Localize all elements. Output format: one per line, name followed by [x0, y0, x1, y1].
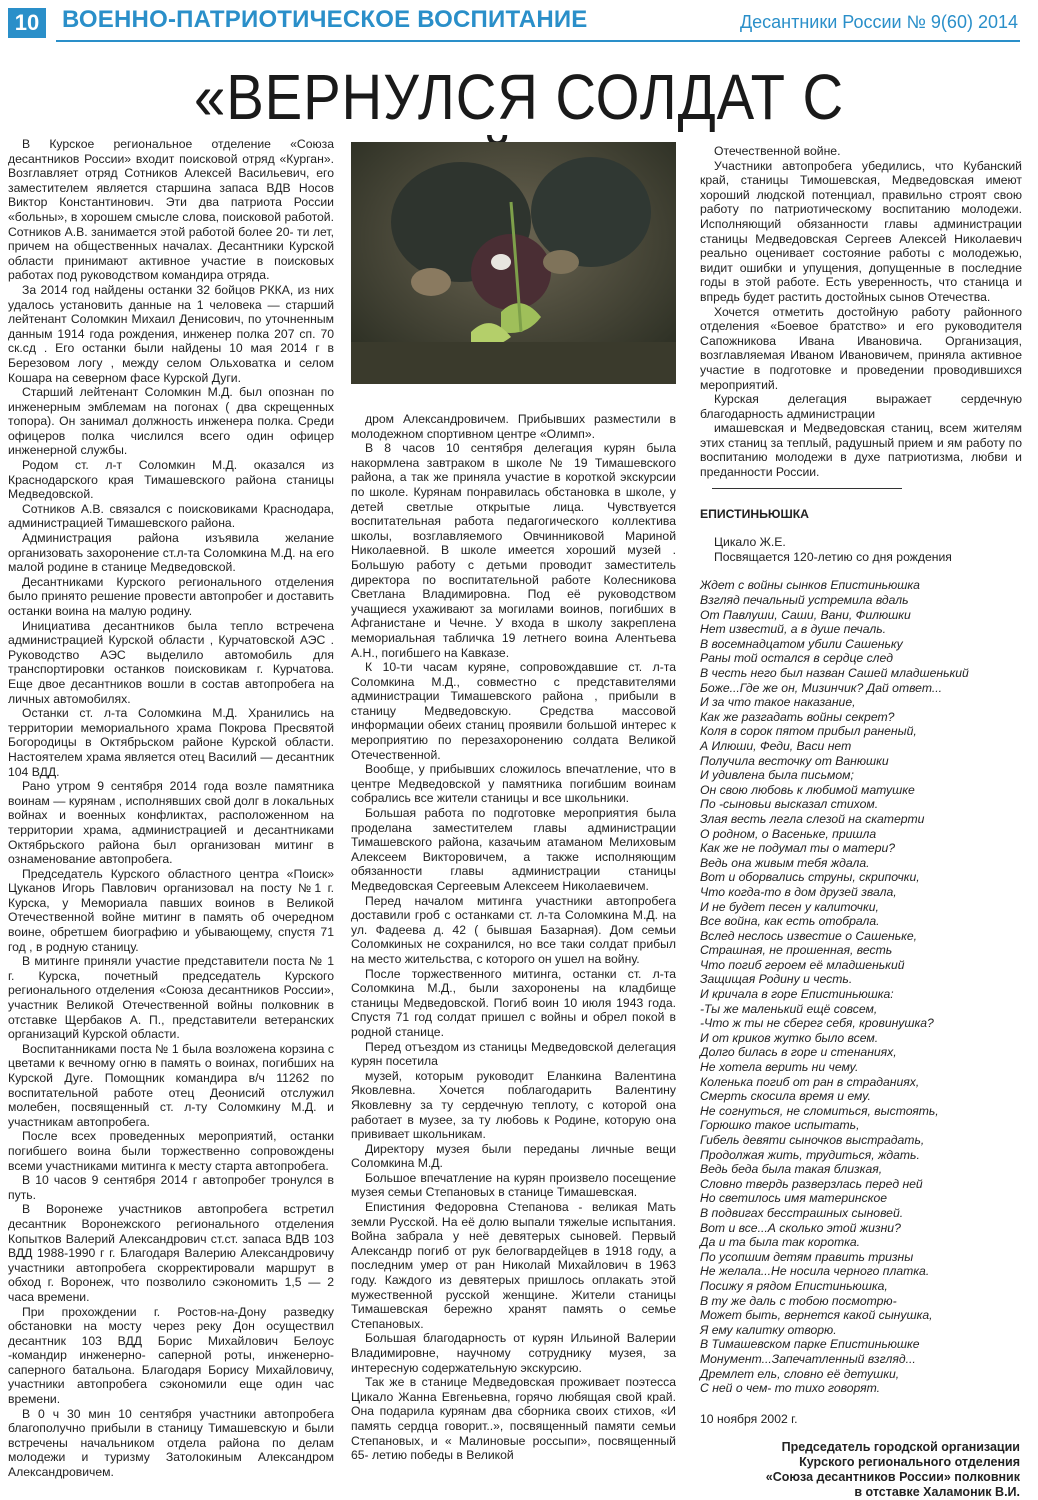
author-signature [700, 1440, 1020, 1500]
signature-line: в отставке Халамоник В.И. [854, 1485, 1020, 1499]
poem-line: Вот и все...А сколько этой жизни? [700, 1220, 901, 1235]
poem-line: Ведь беда была такая близкая, [700, 1162, 883, 1177]
poem-line: И за что такое наказание, [700, 695, 856, 710]
poem-line: Не хотела верить ни чему. [700, 1060, 859, 1075]
poem-line: В честь него был назван Сашей младшенький [700, 666, 969, 680]
poem-line: В Тимашевском парке Епистиньюшке [700, 1337, 920, 1352]
article-paragraph: Епистиния Федоровна Степанова - великая Мать земли Русской. На её долю выпали тяжелые испытания. Война забрала у неё девятерых сыновей. Первый Александр погиб от рук белогвардейцев в 1918 году, а последним умер от ран Николай Михайлович в 1963 году. Каждого из девятерых пришлось оплакать этой мужественной русской женщине. Жители станицы Тимашевская бережно хранят память о семье Степановых. [351, 1200, 676, 1331]
poem-line: И не будет песен у калиточки, [700, 899, 879, 914]
poem-line: Долго билась в горе и стенаниях, [700, 1045, 897, 1060]
excavation-photo-image [351, 142, 676, 384]
article-paragraph: Инициатива десантников была тепло встречена администрацией Курской области , Курчатовской АЭС . Руководство АЭС выделило автомобиль для транспортировки останков поисковикам г. Курчатова. Еще двое десантников вошли в состав автопробега на личных автомобилях. [8, 618, 334, 706]
poem-line: В подвигах бесстрашных сыновей. [700, 1205, 904, 1220]
poem-line: Смерть скосила время и ему. [700, 1089, 871, 1104]
poem-line: С ней о чем- то тихо говорят. [700, 1381, 881, 1396]
article-paragraph: дром Александровичем. Прибывших разместили в молодежном спортивном центре «Олимп». [351, 412, 676, 441]
article-paragraph: Перед отъездом из станицы Медведовской делегация курян посетила [351, 1039, 676, 1069]
poem-line: Как же разгадать войны секрет? [700, 709, 895, 724]
poem-line: Да и та была так коротка. [700, 1235, 861, 1250]
article-column-3 [700, 144, 1022, 1426]
poem-line: Что погиб героем её младшенький [700, 957, 905, 972]
poem-line: А Илюши, Феди, Васи нет [700, 738, 852, 753]
article-paragraph: Сотников А.В. связался с поисковиками Краснодара, администрацией Тимашевского района. [8, 501, 334, 531]
poem-line: Раны той остался в сердце след [700, 651, 893, 666]
poem-line: Злая весть легла слезой на скатерти [700, 811, 925, 826]
article-paragraph: Хочется отметить достойную работу районного отделения «Боевое братство» и его руководителя Сапожникова Ивана Ивановича. Организация, возглавляемая Иваном Ивановичем, приняла активное участие в подготовке и проведении проводившихся мероприятий. [700, 304, 1022, 392]
article-paragraph: Старший лейтенант Соломкин М.Д. был опознан по инженерным эмблемам на погонах ( два скрещенных топора). Он занимал должность инженера полка. Среди офицеров полка числился всего один офицер инженерной службы. [8, 385, 334, 458]
article-paragraph: После всех проведенных мероприятий, останки погибшего воина были торжественно сопровождены всеми участниками митинга к месту старта автопробега. [8, 1129, 334, 1173]
poem-line: Взгляд печальный устремила вдаль [700, 593, 909, 608]
article-paragraph: Участники автопробега убедились, что Кубанский край, станицы Тимошевская, Медведовская имеют хороший людской потенциал, правильно строят свою работу по патриотическому воспитанию молодежи. Исполняющий обязанности главы администрации станицы Медведовская Сергеев Алексей Николаевич реально оценивает состояние работы с молодежью, видит ошибки и упущения, допущенные в последние годы в этой работе. Есть уверенность, что станица и впредь будет растить достойных сынов Отечества. [700, 158, 1022, 304]
article-paragraph: За 2014 год найдены останки 32 бойцов РККА, из них удалось установить данные на 1 человека — старший лейтенант Соломкин Михаил Денисович, по уточненным данным 1914 года рождения, инженер полка 207 сп. 70 ск.сд . Его останки были найдены 10 мая 2014 г в Березовом логу , между селом Ольховатка и селом Кошара на северном фасе Курской Дуги. [8, 282, 334, 385]
poem-author: Цикало Ж.Е. [714, 535, 786, 550]
poem-line: Но светилось имя материнское [700, 1191, 888, 1206]
article-column-2 [351, 412, 676, 1463]
poem-line: Он свою любовь к любимой матушке [700, 782, 915, 797]
poem-line: Вслед неслось известие о Сашеньке, [700, 928, 918, 943]
poem-line: Нет известий, а в душе печаль. [700, 622, 887, 637]
poem-line: По усопшим детям править тризны [700, 1249, 914, 1264]
page-header [0, 0, 1038, 44]
article-paragraph: имашевская и Медведовская станиц, всем жителям этих станиц за теплый, радушный прием и ям работу по воспитанию молодежи в духе патриотизма, любви и преданности России. [700, 421, 1022, 480]
poem-line: Все война, как есть отобрала. [700, 914, 880, 929]
poem-line: Что когда-то в дом друзей звала, [700, 884, 897, 899]
poem-line: В восемнадцатом убили Сашеньку [700, 636, 903, 651]
article-paragraph: В 0 ч 30 мин 10 сентября участники автопробега благополучно прибыли в станицу Тимашевскую и были встречены начальником отдела района по делам молодежи и туризму Затолокиным Александром Александровичем. [8, 1406, 334, 1480]
poem-line: Страшная, не прошенная, весть [700, 943, 893, 958]
poem-line: И удивлена была письмом; [700, 768, 854, 783]
poem-line: Посижу я рядом Епистиньюшка, [700, 1278, 888, 1293]
poem-date: 10 ноября 2002 г. [700, 1411, 798, 1426]
article-paragraph: Администрация района изъявила желание организовать захоронение ст.л-та Соломкина М.Д. на его малой родине в станице Медведовской. [8, 531, 334, 575]
article-paragraph: В 10 часов 9 сентября 2014 г автопробег тронулся в путь. [8, 1173, 334, 1202]
poem-line: По -сыновьи высказал стихом. [700, 797, 879, 812]
article-paragraph: В Курское региональное отделение «Союза десантников России» входит поисковой отряд «Курган». Возглавляет отряд Сотников Алексей Васильевич, его заместителем является старшина запаса ВДВ Носов Виктор Константинович. Эти два патриота России «больны», в хорошем смысле слова, поисковой работой. Сотников А.В. занимается этой работой более 20- ти лет, причем на общественных началах. Десантники Курской области принимают активное участие в поисковых работах под руководством командира отряда. [8, 137, 334, 283]
article-paragraph: К 10-ти часам куряне, сопровождавшие ст. л-та Соломкина М.Д., совместно с представителями администрации Тимашевского района , прибыли в станицу Медведовскую. Средства массовой информации обеих станиц проявили большой интерес к мероприятию по перезахоронению солдата Великой Отечественной. [351, 660, 676, 762]
poem-line: Вот и оборвались струны, скрипочки, [700, 870, 920, 885]
article-paragraph: Перед началом митинга участники автопробега доставили гроб с останками ст. л-та Соломкина М.Д. на ул. Фадеева д. 42 ( бывшая Базарная). Дом семьи Соломкиных не сохранился, но все таки солдат прибыл на место жительства, с которого он ушел на войну. [351, 893, 676, 966]
poem-line: Я ему калитку отворю. [700, 1322, 837, 1337]
poem-line: Ведь она живым тебя ждала. [700, 855, 870, 870]
article-paragraph: Курская делегация выражает сердечную благодарность администрации [700, 392, 1022, 421]
article-photo [351, 142, 676, 384]
poem-line: От Павлуши, Саши, Вани, Филюшки [700, 607, 911, 622]
poem-line: Боже...Где же он, Мизинчик? Дай ответ... [700, 680, 942, 695]
header-rule [56, 40, 1020, 42]
poem-line: О родном, о Васеньке, пришла [700, 826, 877, 841]
article-paragraph: При прохождении г. Ростов-на-Дону разведку обстановки на мосту через реку Дон осуществил десантник 103 ВДД Борис Михайлович Белоус -командир инженерно- саперной роты, инженерно-саперного батальона. Благодаря Борису Михайловичу, участники автопробега сэкономили еще один час времени. [8, 1304, 334, 1407]
article-paragraph: Так же в станице Медведовская проживает поэтесса Цикало Жанна Евгеньевна, горячо любящая свой край. Она подарила курянам два сборника своих стихов, «И память сердца говорит..», посвященный памяти семьи Степановых, и « Малиновые россыпи», посвященный 65- летию победы в Великой [351, 1375, 676, 1463]
poem-line: Получила весточку от Ванюшки [700, 753, 889, 768]
poem-title: ЕПИСТИНЬЮШКА [700, 506, 809, 521]
article-paragraph: В митинге приняли участие представители поста № 1 г. Курска, почетный председатель Курского регионального отделения «Союза десантников России», участник Великой Отечественной войны полковник в отставке Щербаков А. П., представители ветеранских организаций Курской области. [8, 954, 334, 1042]
poem-line: Продолжая жить, трудиться, ждать. [700, 1147, 920, 1162]
poem-line: Может быть, вернется какой сынушка, [700, 1308, 933, 1323]
poem-line: Горюшко такое испытать, [700, 1118, 860, 1133]
article-paragraph: Рано утром 9 сентября 2014 года возле памятника воинам — курянам , исполнявших свой долг в локальных войнах и военных конфликтах, расположенном на территории храма, администрацией и десантниками Октябрьского района был организован митинг в ознаменование автопробега. [8, 779, 334, 867]
poem-line: Не согнуться, не сломиться, выстоять, [700, 1103, 939, 1118]
poem-line: В ту же даль с тобою посмотрю- [700, 1293, 897, 1308]
poem-line: -Что ж ты не сберег себя, кровинушка? [700, 1016, 934, 1031]
poem-line: Как же не подумал ты о матери? [700, 841, 896, 856]
article-paragraph: Большое впечатление на курян произвело посещение музея семьи Степановых в станице Тимашевская. [351, 1170, 676, 1200]
poem-line: Защищая Родину и честь. [700, 972, 853, 987]
article-paragraph: В 8 часов 10 сентября делегация курян была накормлена завтраком в школе № 19 Тимашевского района, а так же приняла участие в короткой экскурсии по школе. Курянам понравилась обстановка в школе, у детей светлые открытые лица. Чувствуется воспитательная работа педагогического коллектива школы, возглавляемого Овчинниковой Мариной Николаевной. В школе имеется хороший музей . Большую работу с детьми проводит заместитель директора по воспитательной работе Колесникова Светлана Владимировна. Под её руководством учащиеся ухаживают за могилами воинов, погибших в Афганистане и Чечне. У входа в школу закреплена мемориальная табличка 19 летнего воина Алентьева А.Н., погибшего на Кавказе. [351, 441, 676, 660]
article-paragraph: Десантниками Курского регионального отделения было принято решение провести автопробег и доставить останки воина на малую родину. [8, 574, 334, 618]
poem-line: -Ты же маленький ещё совсем, [700, 1001, 878, 1016]
article-paragraph: В Воронеже участников автопробега встретил десантник Воронежского регионального отделения Копытков Валерий Александрович ст.ст. запаса ВДВ 103 ВДД 1988-1990 г г. Благодаря Валерию Александровичу участники автопробега скорректировали маршрут в обход г. Воронеж, что позволило сэкономить 1,5 — 2 часа времени. [8, 1202, 334, 1304]
poem-line: Ждет с войны сынков Епистиньюшка [700, 578, 920, 593]
article-paragraph: Вообще, у прибывших сложилось впечатление, что в центре Медведовской у памятника погибшим воинам собрались все жители станицы и все школьники. [351, 762, 676, 806]
poem-text [700, 578, 1022, 1395]
separator-line [712, 488, 902, 489]
article-paragraph: Воспитанниками поста № 1 была возложена корзина с цветами к вечному огню в память о воинах, погибших на Курской Дуге. Помощник командира в/ч 11262 по воспитательной работе отец Деонисий отслужил молебен, посвященный ст. л-ту Соломкину М.Д. и участникам автопробега. [8, 1041, 334, 1129]
poem-line: Гибель девяти сыночков выстрадать, [700, 1133, 925, 1147]
article-paragraph: Останки ст. л-та Соломкина М.Д. Хранились на территории мемориального храма Покрова Пресвятой Богородицы в Октябрьском районе Курской области. Настоятелем храма является отец Василий — десантник 104 ВДД. [8, 706, 334, 779]
signature-line: Курского регионального отделения [799, 1455, 1020, 1469]
poem-line: Коля в сорок пятом прибыл раненый, [700, 724, 917, 739]
poem-line: Коленька погиб от ран в страданиях, [700, 1074, 920, 1089]
signature-line: «Союза десантников России» полковник [765, 1470, 1020, 1484]
page-number: 10 [8, 8, 46, 38]
poem-line: Не желала...Не носила черного платка. [700, 1264, 930, 1279]
poem-line: Дремлет ель, словно её детушки, [700, 1366, 900, 1381]
signature-line: Председатель городской организации [781, 1440, 1020, 1454]
poem-line: И кричала в горе Епистиньюшка: [700, 987, 894, 1002]
article-paragraph: музей, которым руководит Еланкина Валентина Яковлевна. Хочется поблагодарить Валентину Яковлевну за ту сердечную теплоту, с которой она работает в музее, за ту любовь к Родине, которую она прививает школьникам. [351, 1068, 676, 1142]
article-headline: «ВЕРНУЛСЯ СОЛДАТ С [194, 61, 844, 133]
poem-line: И от криков жутко было всем. [700, 1030, 879, 1045]
article-paragraph: Родом ст. л-т Соломкин М.Д. оказался из Краснодарского края Тимашевского района станицы Медведовской. [8, 458, 334, 502]
issue-label: Десантники России № 9(60) 2014 [739, 12, 1018, 32]
article-paragraph: Большая благодарность от курян Ильиной Валерии Владимировне, научному сотруднику музея, за интересную содержательную экскурсию. [351, 1331, 676, 1375]
article-column-1 [8, 137, 334, 1480]
article-paragraph: Директору музея были переданы личные вещи Соломкина М.Д. [351, 1141, 676, 1171]
article-paragraph: Большая работа по подготовке мероприятия была проделана заместителем главы администрации Тимашевского района, казачьим атаманом Мелиховым Алексеем Викторовичем, а также исполняющим обязанности главы администрации станицы Медведовская Сергеевым Алексеем Николаевичем. [351, 806, 676, 893]
article-paragraph: Председатель Курского областного центра «Поиск» Цуканов Игорь Павлович организовал на посту №1 г. Курска, у Мемориала павших воинов в Великой Отечественной войне митинг в память об очередном воине, обретшем биографию и убывающему, спустя 71 год , в родную станицу. [8, 866, 334, 954]
poem-dedication: Посвящается 120-летию со дня рождения [714, 549, 952, 564]
poem-line: Монумент...Запечатленный взгляд... [700, 1351, 916, 1366]
article-paragraph: Отечественной войне. [714, 144, 841, 158]
section-title: ВОЕННО-ПАТРИОТИЧЕСКОЕ ВОСПИТАНИЕ [62, 6, 588, 33]
poem-line: Словно твердь разверзлась перед ней [700, 1176, 923, 1191]
article-paragraph: После торжественного митинга, останки ст. л-та Соломкина М.Д., были захоронены на кладбище станицы Медведовской. Погиб воин 10 июля 1943 года. Спустя 71 год солдат пришел с войны и обрел покой в родной станице. [351, 966, 676, 1039]
